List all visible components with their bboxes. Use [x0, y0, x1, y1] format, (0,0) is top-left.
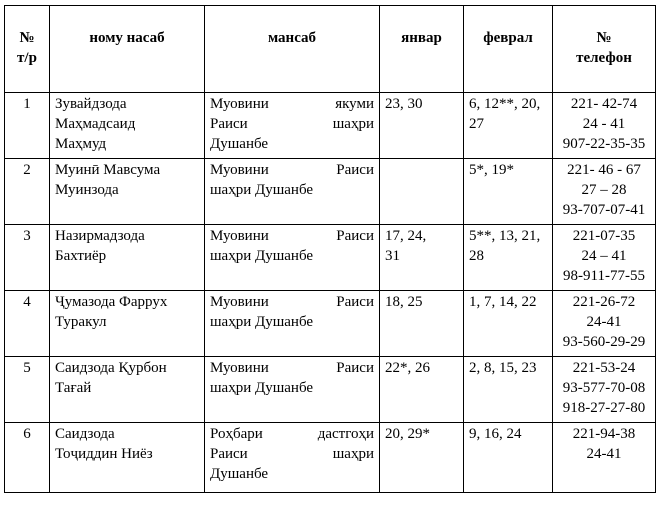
position-word: шаҳри Душанбе — [210, 248, 314, 264]
january-dates: 20, 29* — [385, 426, 430, 442]
position-word: шаҳри — [332, 446, 374, 462]
january-dates-cell — [380, 159, 464, 225]
full-name-cell — [50, 93, 205, 159]
full-name-cell — [50, 291, 205, 357]
position-line — [210, 114, 374, 134]
row-number: 2 — [5, 159, 50, 225]
phone-number: 221- 46 - 67 — [567, 162, 641, 178]
name-line: Муинзода — [55, 182, 119, 198]
name-line: Бахтиёр — [55, 248, 107, 264]
january-dates-cell — [380, 93, 464, 159]
position-word: Раиси — [336, 228, 374, 244]
header-number: № т/р — [5, 6, 50, 93]
name-line: Муинӣ Мавсума — [55, 162, 161, 178]
position-line — [210, 134, 374, 154]
phone-number: 221-07-35 — [572, 228, 636, 244]
february-dates-cell — [464, 93, 553, 159]
phone-number: 93-560-29-29 — [562, 334, 646, 350]
row-number: 3 — [5, 225, 50, 291]
position-word: Муовини — [210, 228, 269, 244]
position-word: Муовини — [210, 294, 269, 310]
name-line: Саидзода — [55, 426, 115, 442]
february-dates: 27 — [469, 116, 484, 132]
phone-number: 98-911-77-55 — [563, 268, 645, 284]
table-row — [5, 93, 656, 159]
row-number: 1 — [5, 93, 50, 159]
phone-number: 24-41 — [586, 446, 622, 462]
header-january: январ — [380, 6, 464, 93]
february-dates: 6, 12**, 20, — [469, 96, 541, 112]
position-word: Душанбе — [210, 136, 269, 152]
january-dates-cell — [380, 291, 464, 357]
position-word: Душанбе — [210, 466, 269, 482]
row-number: 4 — [5, 291, 50, 357]
position-word: Роҳбари — [210, 426, 263, 442]
phone-number: 93-577-70-08 — [562, 380, 646, 396]
position-line — [210, 444, 374, 464]
name-line: Туракул — [55, 314, 107, 330]
table-header-row — [5, 6, 656, 93]
position-cell — [205, 159, 380, 225]
table-row — [5, 357, 656, 423]
name-line: Тоҷиддин Ниёз — [55, 446, 153, 462]
position-word: Раиси — [336, 294, 374, 310]
january-dates: 31 — [385, 248, 400, 264]
position-word: шаҳри Душанбе — [210, 314, 314, 330]
phone-cell — [553, 225, 656, 291]
january-dates-cell — [380, 357, 464, 423]
position-word: Муовини — [210, 96, 269, 112]
february-dates: 28 — [469, 248, 484, 264]
position-word: Муовини — [210, 162, 269, 178]
january-dates-cell — [380, 225, 464, 291]
table-body — [5, 93, 656, 493]
phone-cell — [553, 159, 656, 225]
position-line — [210, 464, 374, 484]
position-word: Раиси — [336, 162, 374, 178]
table-row — [5, 159, 656, 225]
position-line — [210, 378, 374, 398]
position-cell — [205, 225, 380, 291]
january-dates: 22*, 26 — [385, 360, 430, 376]
row-number: 6 — [5, 423, 50, 493]
position-cell — [205, 357, 380, 423]
name-line: Зувайдзода — [55, 96, 127, 112]
january-dates-cell — [380, 423, 464, 493]
header-position: мансаб — [205, 6, 380, 93]
phone-cell — [553, 93, 656, 159]
position-word: Муовини — [210, 360, 269, 376]
february-dates: 1, 7, 14, 22 — [469, 294, 537, 310]
position-line — [210, 180, 374, 200]
phone-number: 24 - 41 — [582, 116, 626, 132]
february-dates: 9, 16, 24 — [469, 426, 522, 442]
january-dates: 18, 25 — [385, 294, 423, 310]
position-word: шаҳри Душанбе — [210, 182, 314, 198]
phone-number: 221- 42-74 — [570, 96, 638, 112]
phone-number: 221-53-24 — [572, 360, 636, 376]
full-name-cell — [50, 159, 205, 225]
position-word: дастгоҳи — [317, 426, 374, 442]
position-line — [210, 358, 374, 378]
position-line — [210, 160, 374, 180]
january-dates: 23, 30 — [385, 96, 423, 112]
position-cell — [205, 423, 380, 493]
position-word: Раиси — [210, 446, 248, 462]
position-cell — [205, 291, 380, 357]
february-dates: 5*, 19* — [469, 162, 514, 178]
position-word: Раиси — [336, 360, 374, 376]
phone-number: 907-22-35-35 — [562, 136, 646, 152]
phone-number: 221-26-72 — [572, 294, 636, 310]
phone-number: 24-41 — [586, 314, 622, 330]
position-line — [210, 226, 374, 246]
february-dates: 5**, 13, 21, — [469, 228, 541, 244]
february-dates-cell — [464, 357, 553, 423]
name-line: Маҳмуд — [55, 136, 107, 152]
position-word: шаҳри — [332, 116, 374, 132]
phone-number: 24 – 41 — [581, 248, 627, 264]
header-phone: № телефон — [553, 6, 656, 93]
duty-schedule-table — [4, 5, 656, 493]
position-word: Раиси — [210, 116, 248, 132]
name-line: Тағай — [55, 380, 92, 396]
february-dates-cell — [464, 291, 553, 357]
table-row — [5, 225, 656, 291]
name-line: Назирмадзода — [55, 228, 145, 244]
february-dates-cell — [464, 159, 553, 225]
phone-cell — [553, 423, 656, 493]
position-line — [210, 424, 374, 444]
phone-cell — [553, 291, 656, 357]
full-name-cell — [50, 423, 205, 493]
phone-number: 93-707-07-41 — [562, 202, 646, 218]
phone-number: 918-27-27-80 — [562, 400, 646, 416]
position-line — [210, 292, 374, 312]
row-number: 5 — [5, 357, 50, 423]
name-line: Саидзода Қурбон — [55, 360, 167, 376]
name-line: Ҷумазода Фаррух — [55, 294, 168, 310]
phone-number: 27 – 28 — [581, 182, 627, 198]
phone-number: 221-94-38 — [572, 426, 636, 442]
position-word: шаҳри Душанбе — [210, 380, 314, 396]
position-line — [210, 312, 374, 332]
january-dates: 17, 24, — [385, 228, 427, 244]
position-word: якуми — [335, 96, 374, 112]
table-row — [5, 291, 656, 357]
position-line — [210, 94, 374, 114]
full-name-cell — [50, 225, 205, 291]
header-february: феврал — [464, 6, 553, 93]
february-dates: 2, 8, 15, 23 — [469, 360, 537, 376]
full-name-cell — [50, 357, 205, 423]
february-dates-cell — [464, 225, 553, 291]
phone-cell — [553, 357, 656, 423]
header-full-name: ному насаб — [50, 6, 205, 93]
february-dates-cell — [464, 423, 553, 493]
position-line — [210, 246, 374, 266]
name-line: Маҳмадсаид — [55, 116, 136, 132]
table-row — [5, 423, 656, 493]
position-cell — [205, 93, 380, 159]
